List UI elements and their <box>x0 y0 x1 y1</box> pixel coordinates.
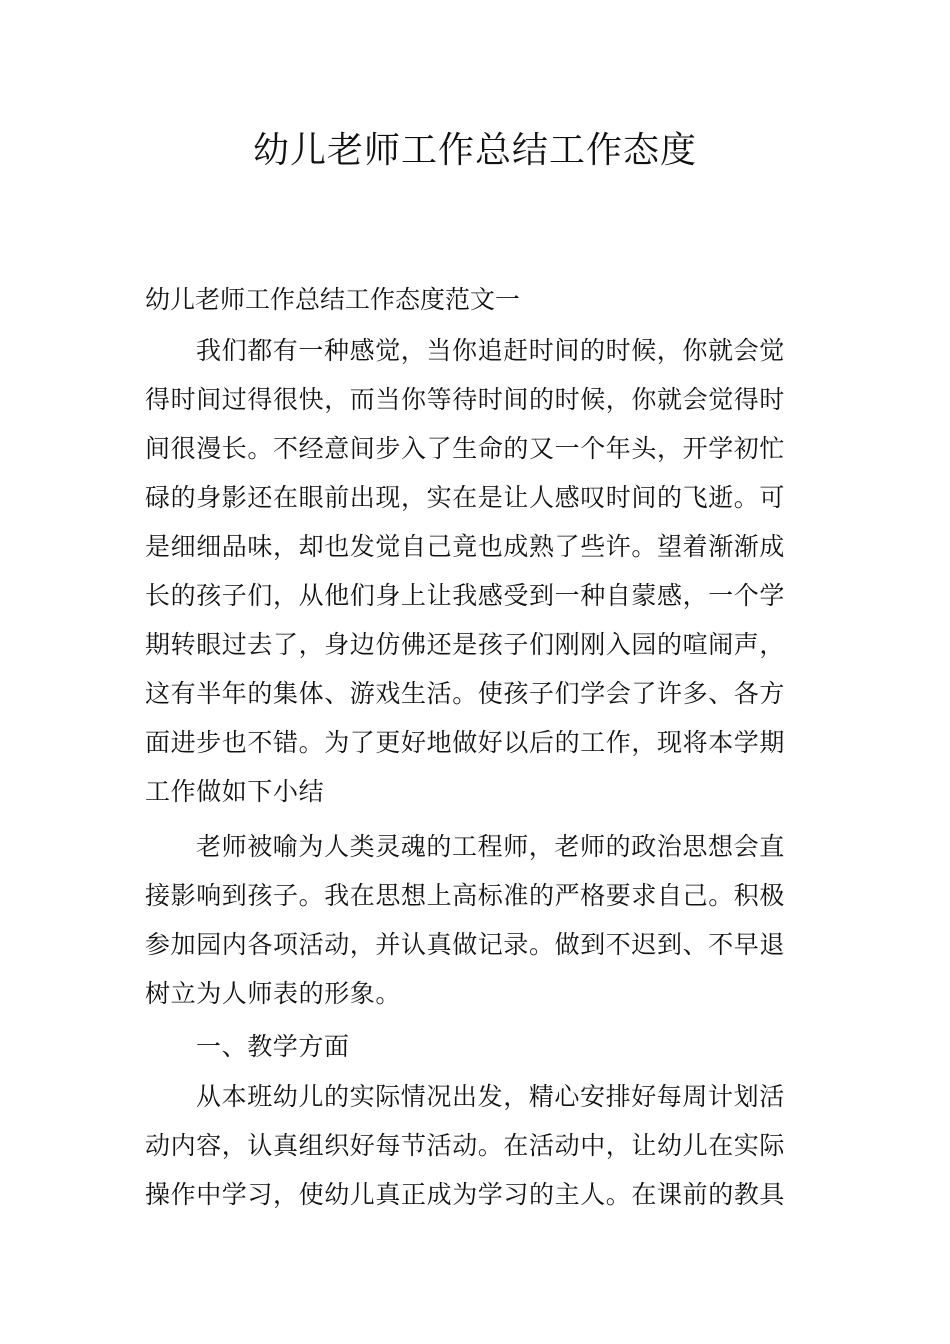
paragraph-line: 期转眼过去了，身边仿佛还是孩子们刚刚入园的喧闹声， <box>145 630 786 659</box>
paragraph-line: 操作中学习，使幼儿真正成为学习的主人。在课前的教具 <box>145 1180 786 1209</box>
paragraph-line: 从本班幼儿的实际情况出发，精心安排好每周计划活 <box>196 1082 785 1111</box>
paragraph-line: 老师被喻为人类灵魂的工程师，老师的政治思想会直 <box>196 832 785 861</box>
section-heading: 一、教学方面 <box>196 1032 350 1061</box>
paragraph-line: 这有半年的集体、游戏生活。使孩子们学会了许多、各方 <box>145 679 786 708</box>
paragraph-line: 接影响到孩子。我在思想上高标准的严格要求自己。积极 <box>145 881 786 910</box>
paragraph-line: 面进步也不错。为了更好地做好以后的工作，现将本学期 <box>145 728 786 757</box>
paragraph-line: 树立为人师表的形象。 <box>145 979 402 1008</box>
paragraph-line: 间很漫长。不经意间步入了生命的又一个年头，开学初忙 <box>145 434 786 463</box>
paragraph-line: 我们都有一种感觉，当你追赶时间的时候，你就会觉 <box>196 336 785 365</box>
paragraph-line: 得时间过得很快，而当你等待时间的时候，你就会觉得时 <box>145 385 786 414</box>
paragraph-line: 长的孩子们，从他们身上让我感受到一种自蒙感，一个学 <box>145 581 786 610</box>
paragraph-line: 工作做如下小结 <box>145 777 325 806</box>
document-title: 幼儿老师工作总结工作态度 <box>252 130 697 171</box>
document-subtitle: 幼儿老师工作总结工作态度范文一 <box>145 285 521 314</box>
paragraph-line: 动内容，认真组织好每节活动。在活动中，让幼儿在实际 <box>145 1131 786 1160</box>
paragraph-line: 参加园内各项活动，并认真做记录。做到不迟到、不早退 <box>145 930 786 959</box>
paragraph-line: 碌的身影还在眼前出现，实在是让人感叹时间的飞逝。可 <box>145 483 786 512</box>
paragraph-line: 是细细品味，却也发觉自己竟也成熟了些许。望着渐渐成 <box>145 532 786 561</box>
